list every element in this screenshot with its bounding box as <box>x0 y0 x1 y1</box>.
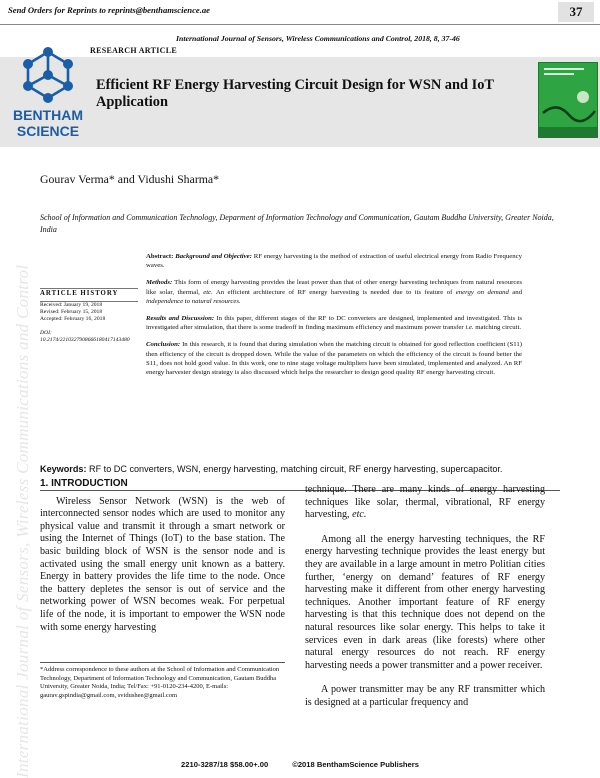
results-label: Results and Discussion: <box>146 315 215 323</box>
copyright: ©2018 BenthamScience Publishers <box>292 760 419 769</box>
footnote-rule <box>40 662 285 663</box>
abstract-conclusion <box>146 340 522 377</box>
keywords-text: RF to DC converters, WSN, energy harvesting, matching circuit, RF energy harvesting, supercapacitor. <box>89 464 503 474</box>
issn-price: 2210-3287/18 $58.00+.00 <box>181 760 269 769</box>
journal-cover-thumbnail <box>538 62 598 138</box>
intro-p2-text: technique. There are many kinds of energy harvesting techniques like solar, thermal, vibrational, RF energy harvesting, <box>305 484 545 521</box>
revised-date: Revised: February 15, 2018 <box>40 309 103 315</box>
results-text-b: matching circuit. <box>475 324 522 332</box>
history-spacer <box>40 323 138 330</box>
keywords-label: Keywords: <box>40 464 87 474</box>
abstract-label: Abstract: <box>146 253 174 260</box>
abstract-background <box>146 252 522 270</box>
reprints-notice: Send Orders for Reprints to reprints@benthamscience.ae <box>8 5 210 15</box>
keywords <box>40 463 560 475</box>
methods-label: Methods: <box>146 279 173 287</box>
methods-emph-1: energy on demand <box>455 288 509 296</box>
intro-paragraph-1: Wireless Sensor Network (WSN) is the web of interconnected sensor nodes which are used to monitor any physical value and transmit it through a smart network or using the Internet of Things (IoT) to the base station. The basic building block of WSN is the sensor node and is activated using the small energy unit known as a battery. Energy in battery provides the life time to the node. Once the battery depletes the sensor is out of service and the networking power of WSN becomes weak. For perpetual life of the node, it is important to empower the WSN node with some energy harvesting <box>40 495 285 633</box>
intro-paragraph-3: Among all the energy harvesting techniques, the RF energy harvesting technique provides the least energy but they are available in a large amount in metro Politian cities further, ‘energy on demand’ features of RF energy harvesting make it different from other energy harvesting techniques. Another important feature of RF energy harvesting is that this technique does not depend on the natural resources like solar energy. This helps to take it services even in dark areas (like forests) where other natural energy resources do not reach. RF energy harvesting needs a power transmitter and a power receiver. <box>305 533 545 671</box>
methods-text-a: This form of energy harvesting provides the least power than that of other energy harvesting techniques from natural resources like solar, thermal, <box>146 279 522 296</box>
article-type-label: RESEARCH ARTICLE <box>90 46 177 55</box>
bentham-science-logo <box>8 40 88 140</box>
results-ie: i.e. <box>465 324 474 332</box>
cover-graphic-icon <box>539 63 597 137</box>
intro-p2-etc: etc. <box>352 509 367 521</box>
received-date: Received: January 19, 2018 <box>40 302 103 308</box>
background-label: Background and Objective: <box>175 253 252 260</box>
correspondence-footnote: *Address correspondence to these authors at the School of Information and Communication Technology, Department of Information Technology and Communication, Gautam Buddha University, Greater Noida, India; Tel/Fax: +91-0120-234-4200, E-mails: gaurav.gspindia@gmail.com, svidushee@gmail.com <box>40 666 280 699</box>
abstract-methods <box>146 278 522 306</box>
intro-paragraph-4: A power transmitter may be any RF transmitter which is designed at a particular frequency and <box>305 684 545 708</box>
accepted-date: Accepted: February 16, 2018 <box>40 316 106 322</box>
molecule-icon <box>8 40 88 140</box>
abstract-results <box>146 314 522 332</box>
article-history-heading: ARTICLE HISTORY <box>40 289 138 302</box>
methods-etc: etc. <box>203 288 213 296</box>
article-history-box <box>40 288 138 344</box>
header-rule <box>0 24 600 25</box>
logo-word-1: BENTHAM <box>13 107 83 123</box>
page-number: 37 <box>558 2 594 22</box>
results-text-a: In this paper, different stages of the RF to DC converters are designed, implemented and investigated. This is investigated after simulation, that there is some tradeoff in finding maximum efficiency and maximum power transfer <box>146 315 522 332</box>
background-text: RF energy harvesting is the method of extraction of useful electrical energy from Radio Frequency waves. <box>146 253 523 270</box>
page-footer <box>0 760 600 769</box>
article-title: Efficient RF Energy Harvesting Circuit Design for WSN and IoT Application <box>96 77 494 110</box>
body-column-left <box>40 478 285 640</box>
conclusion-label: Conclusion: <box>146 341 181 349</box>
abstract <box>146 252 522 385</box>
side-journal-watermark: International Journal of Sensors, Wireless Communications and Control <box>13 264 32 778</box>
journal-citation: International Journal of Sensors, Wireless Communications and Control, 2018, 8, 37-46 <box>176 34 460 43</box>
logo-word-2: SCIENCE <box>16 123 80 139</box>
methods-text-b: An efficient architecture of RF energy harvesting is needed due to its feature of <box>215 288 453 296</box>
author-list: Gourav Verma* and Vidushi Sharma* <box>40 172 220 186</box>
intro-paragraph-2 <box>305 484 545 522</box>
doi-label: DOI: <box>40 330 52 336</box>
methods-and: and <box>512 288 522 296</box>
author-affiliation: School of Information and Communication Technology, Deparment of Information Technology and Communication, Gautam Buddha University, Greater Noida, India <box>40 213 554 234</box>
intro-heading: 1. INTRODUCTION <box>40 478 128 489</box>
conclusion-text: In this research, it is found that during simulation when the matching circuit is obtained for good reflection coefficient (S11) then efficiency of the circuit is dropped down. While the value of the parameters on which the efficiency of the circuit is found better the S11, does not hold good value. In this work, one to nine stage voltage multipliers have been simulated, implemented and analyzed. An RF energy harvester design strategy is also discussed which helps the researcher to design good quality RF energy harvesting circuit. <box>146 341 522 377</box>
methods-emph-2: independence to natural resources. <box>146 297 241 305</box>
body-column-right <box>305 484 545 716</box>
doi-value: 10.2174/2210327908666180417143480 <box>40 337 130 343</box>
